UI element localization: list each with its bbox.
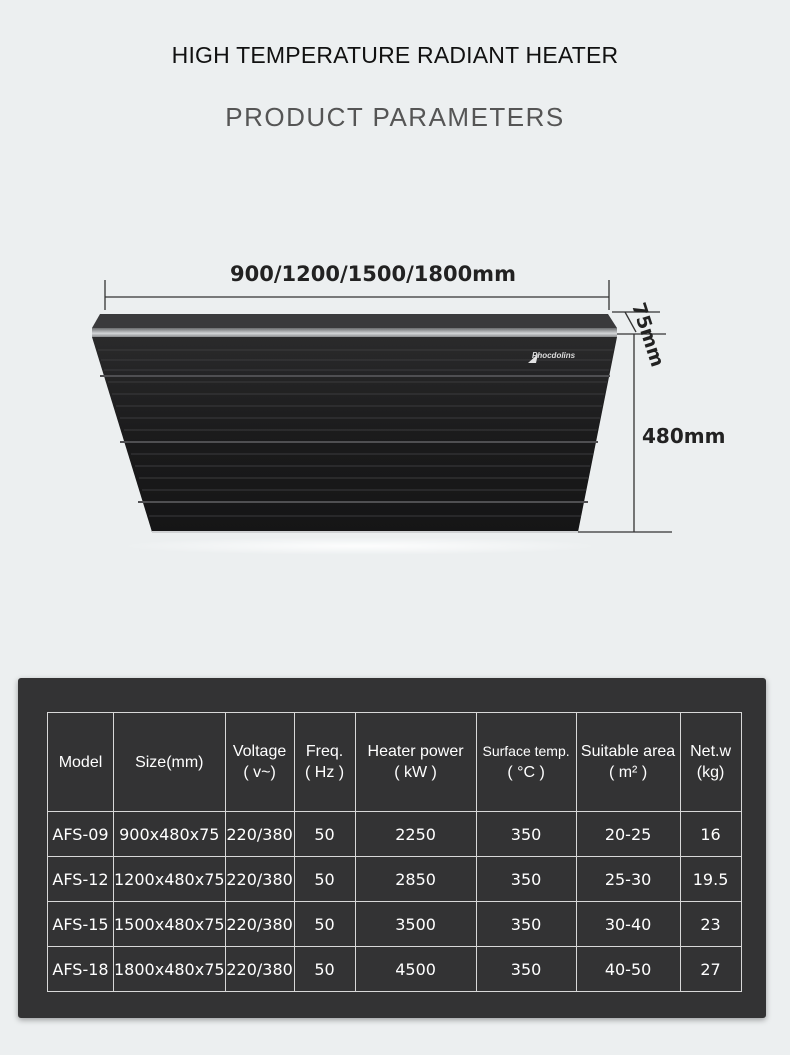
cell-surface-temp: 350: [476, 857, 576, 902]
cell-suitable-area: 40-50: [576, 947, 680, 992]
spec-table: [47, 712, 742, 992]
header-voltage: Voltage ( v~): [225, 713, 294, 812]
cell-heater-power: 3500: [355, 902, 476, 947]
cell-heater-power: 4500: [355, 947, 476, 992]
cell-net-weight: 23: [680, 902, 741, 947]
depth-dimension-label: 75mm: [627, 300, 669, 370]
page-title: HIGH TEMPERATURE RADIANT HEATER: [171, 42, 619, 68]
header-net-weight: Net.w (kg): [680, 713, 741, 812]
cell-voltage: 220/380: [225, 947, 294, 992]
header-frequency: Freq. ( Hz ): [294, 713, 355, 812]
heater-product-image: [0, 270, 790, 560]
brand-logo-text: Phocdolins: [532, 351, 576, 360]
cell-voltage: 220/380: [225, 812, 294, 857]
cell-suitable-area: 25-30: [576, 857, 680, 902]
cell-surface-temp: 350: [476, 902, 576, 947]
header-model: Model: [48, 713, 114, 812]
cell-surface-temp: 350: [476, 812, 576, 857]
cell-surface-temp: 350: [476, 947, 576, 992]
height-dimension-label: 480mm: [642, 424, 726, 448]
cell-suitable-area: 20-25: [576, 812, 680, 857]
table-row: [48, 902, 742, 947]
cell-size: 900x480x75: [114, 812, 226, 857]
header-size: Size(mm): [114, 713, 226, 812]
section-subtitle: PRODUCT PARAMETERS: [225, 102, 565, 132]
cell-frequency: 50: [294, 947, 355, 992]
cell-size: 1200x480x75: [114, 857, 226, 902]
cell-frequency: 50: [294, 902, 355, 947]
cell-size: 1800x480x75: [114, 947, 226, 992]
spec-panel: [18, 678, 766, 1018]
cell-frequency: 50: [294, 857, 355, 902]
table-row: [48, 812, 742, 857]
cell-heater-power: 2850: [355, 857, 476, 902]
cell-model: AFS-09: [48, 812, 114, 857]
cell-net-weight: 16: [680, 812, 741, 857]
cell-model: AFS-18: [48, 947, 114, 992]
cell-voltage: 220/380: [225, 902, 294, 947]
cell-net-weight: 27: [680, 947, 741, 992]
cell-model: AFS-15: [48, 902, 114, 947]
cell-voltage: 220/380: [225, 857, 294, 902]
table-row: [48, 857, 742, 902]
table-header-row: [48, 713, 742, 812]
cell-frequency: 50: [294, 812, 355, 857]
table-row: [48, 947, 742, 992]
cell-suitable-area: 30-40: [576, 902, 680, 947]
header-surface-temp: Surface temp. ( °C ): [476, 713, 576, 812]
cell-model: AFS-12: [48, 857, 114, 902]
width-dimension-label: 900/1200/1500/1800mm: [230, 262, 516, 286]
cell-heater-power: 2250: [355, 812, 476, 857]
cell-net-weight: 19.5: [680, 857, 741, 902]
header-heater-power: Heater power ( kW ): [355, 713, 476, 812]
cell-size: 1500x480x75: [114, 902, 226, 947]
header-suitable-area: Suitable area ( m² ): [576, 713, 680, 812]
